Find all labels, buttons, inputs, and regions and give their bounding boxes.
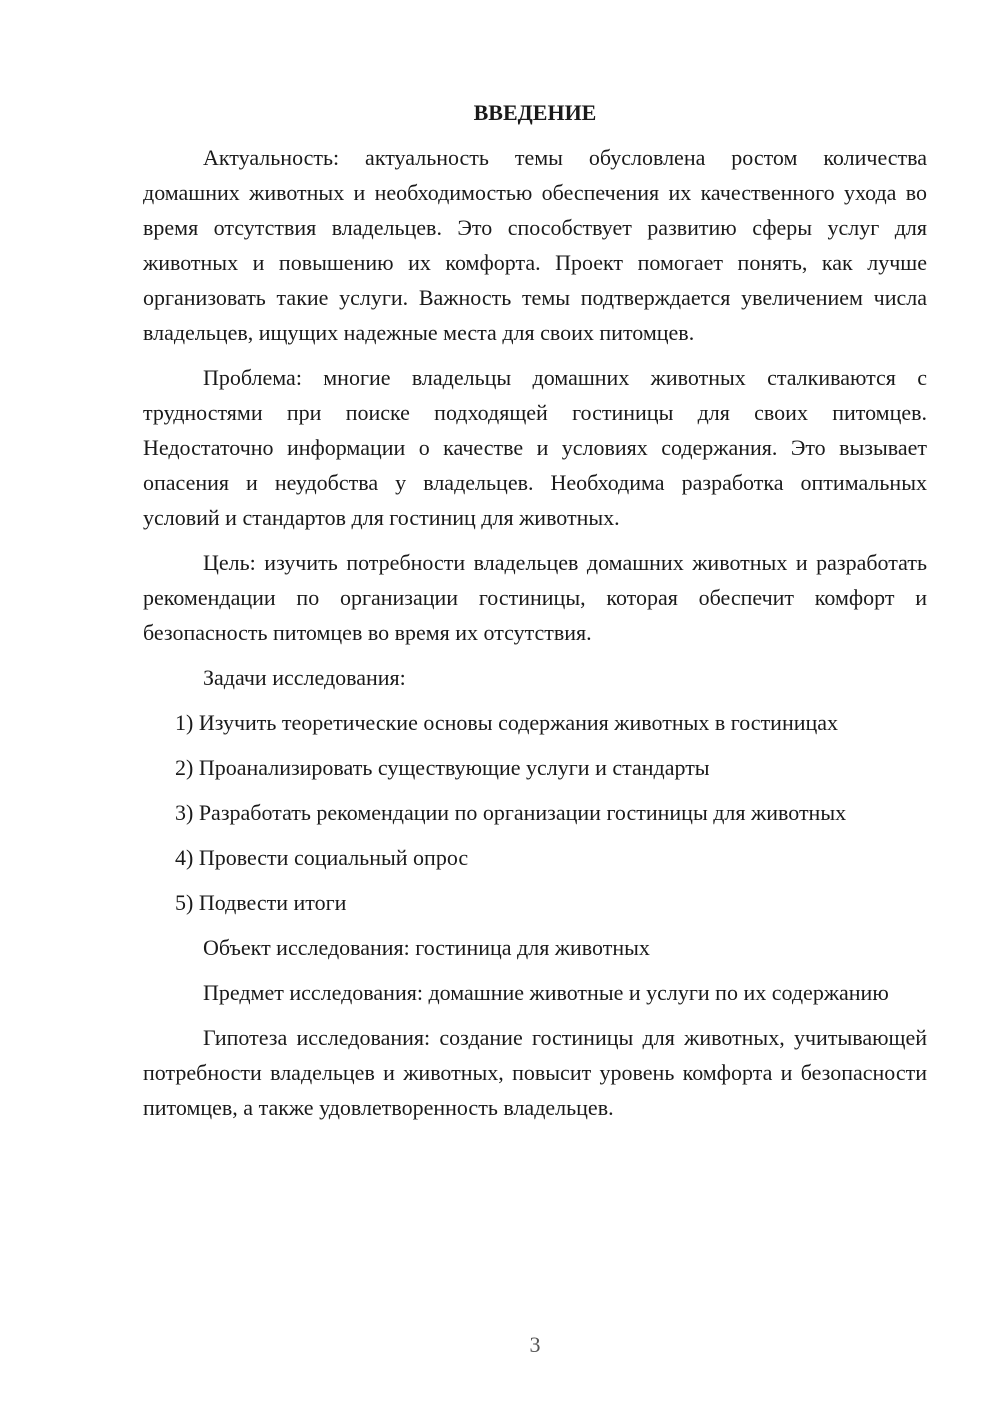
paragraph-goal: Цель: изучить потребности владельцев домашних животных и разработать рекомендации по организации гостиницы, которая обеспечит комфорт и безопасность питомцев во время их отсутствия. <box>143 550 927 645</box>
task-item-3: 3) Разработать рекомендации по организации гостиницы для животных <box>175 800 847 825</box>
task-item-2: 2) Проанализировать существующие услуги и стандарты <box>175 755 710 780</box>
paragraph-object: Объект исследования: гостиница для животных <box>203 935 650 960</box>
paragraph-relevance: Актуальность: актуальность темы обусловлена ростом количества домашних животных и необходимостью обеспечения их качественного ухода во время отсутствия владельцев. Это способствует развитию сферы услуг для животных и повышению их комфорта. Проект помогает понять, как лучше организовать такие услуги. Важность темы подтверждается увеличением числа владельцев, ищущих надежные места для своих питомцев. <box>143 145 927 345</box>
page-content <box>143 95 927 1135</box>
page-number: 3 <box>529 1332 541 1357</box>
paragraph-problem: Проблема: многие владельцы домашних животных сталкиваются с трудностями при поиске подходящей гостиницы для своих питомцев. Недостаточно информации о качестве и условиях содержания. Это вызывает опасения и неудобства у владельцев. Необходима разработка оптимальных условий и стандартов для гостиниц для животных. <box>143 365 927 530</box>
page-title: ВВЕДЕНИЕ <box>473 100 597 125</box>
paragraph-subject: Предмет исследования: домашние животные и услуги по их содержанию <box>203 980 889 1005</box>
task-item-1: 1) Изучить теоретические основы содержания животных в гостиницах <box>175 710 839 735</box>
paragraph-hypothesis: Гипотеза исследования: создание гостиницы для животных, учитывающей потребности владельцев и животных, повысит уровень комфорта и безопасности питомцев, а также удовлетворенность владельцев. <box>143 1025 927 1120</box>
paragraph-tasks-heading: Задачи исследования: <box>203 665 406 690</box>
task-item-4: 4) Провести социальный опрос <box>175 845 469 870</box>
task-item-5: 5) Подвести итоги <box>175 890 347 915</box>
